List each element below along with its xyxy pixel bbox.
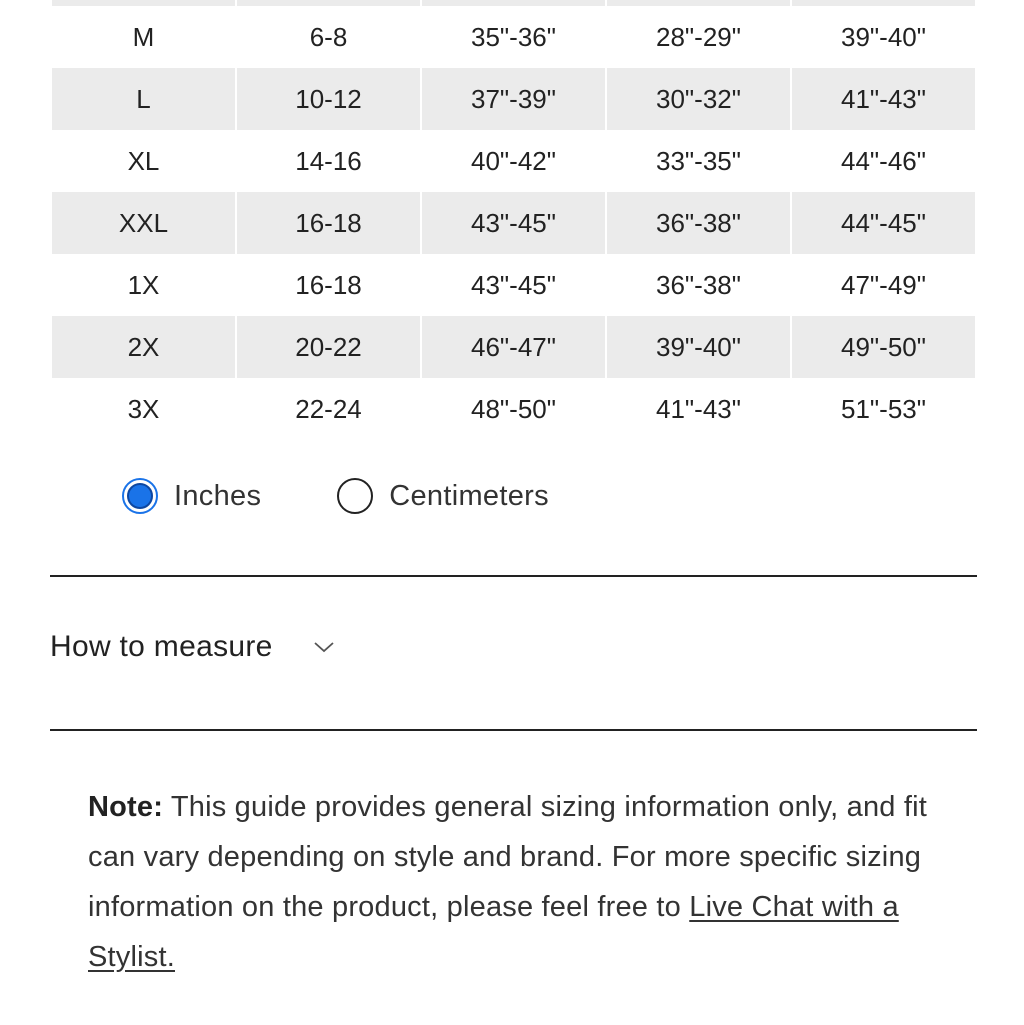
inches-radio[interactable]: [122, 478, 158, 514]
waist-cell: 33"-35": [656, 145, 741, 176]
numeric-size-cell: 22-24: [295, 393, 362, 424]
inches-label[interactable]: Inches: [174, 479, 262, 512]
size-cell: XXL: [52, 192, 235, 254]
how-to-measure-label[interactable]: How to measure: [50, 630, 273, 663]
waist-cell: 36"-38": [656, 269, 741, 300]
numeric-size-cell: 20-22: [237, 316, 420, 378]
bust-cell: 40"-42": [471, 145, 556, 176]
hip-cell: 44"-45": [792, 192, 975, 254]
note-label: Note:: [88, 791, 164, 823]
chevron-down-icon[interactable]: [313, 640, 335, 654]
hip-cell: 51"-53": [841, 393, 926, 424]
numeric-size-cell: 10-12: [237, 68, 420, 130]
size-cell: L: [52, 68, 235, 130]
table-row: [52, 254, 975, 316]
waist-cell: 41"-43": [656, 393, 741, 424]
size-cell: 1X: [127, 269, 160, 300]
waist-cell: 36"-38": [607, 192, 790, 254]
size-cell: M: [132, 21, 155, 52]
bust-cell: 48"-50": [471, 393, 556, 424]
numeric-size-cell: 16-18: [295, 269, 362, 300]
table-row: [52, 316, 975, 378]
bust-cell: 35"-36": [471, 21, 556, 52]
bust-cell: 46"-47": [422, 316, 605, 378]
waist-cell: 39"-40": [607, 316, 790, 378]
bust-cell: 43"-45": [471, 269, 556, 300]
hip-cell: 49"-50": [792, 316, 975, 378]
table-row: [52, 6, 975, 68]
bust-cell: 43"-45": [422, 192, 605, 254]
note-text: This guide provides general sizing information only, and fit can vary depending on style and brand. For more specific sizing information on the product, please feel free to: [88, 791, 928, 923]
centimeters-option[interactable]: [337, 478, 549, 514]
size-cell: XL: [127, 145, 160, 176]
table-row: [52, 130, 975, 192]
unit-selector: [122, 478, 549, 514]
how-to-measure-toggle[interactable]: [50, 630, 335, 664]
size-cell: 3X: [127, 393, 160, 424]
waist-cell: 30"-32": [607, 68, 790, 130]
table-row: [52, 192, 975, 254]
live-chat-link[interactable]: Live Chat with a Stylist.: [88, 891, 899, 973]
hip-cell: 39"-40": [841, 21, 926, 52]
bust-cell: 37"-39": [422, 68, 605, 130]
table-row: [52, 68, 975, 130]
hip-cell: 47"-49": [841, 269, 926, 300]
size-cell: 2X: [52, 316, 235, 378]
inches-option[interactable]: [122, 478, 261, 514]
centimeters-radio[interactable]: [337, 478, 373, 514]
numeric-size-cell: 16-18: [237, 192, 420, 254]
table-row: [52, 378, 975, 440]
sizing-note: [88, 782, 948, 982]
numeric-size-cell: 6-8: [309, 21, 348, 52]
section-divider: [50, 575, 977, 577]
centimeters-label[interactable]: Centimeters: [389, 479, 549, 512]
hip-cell: 41"-43": [792, 68, 975, 130]
size-chart-table: [52, 6, 975, 440]
section-divider: [50, 729, 977, 731]
hip-cell: 44"-46": [841, 145, 926, 176]
waist-cell: 28"-29": [656, 21, 741, 52]
numeric-size-cell: 14-16: [295, 145, 362, 176]
